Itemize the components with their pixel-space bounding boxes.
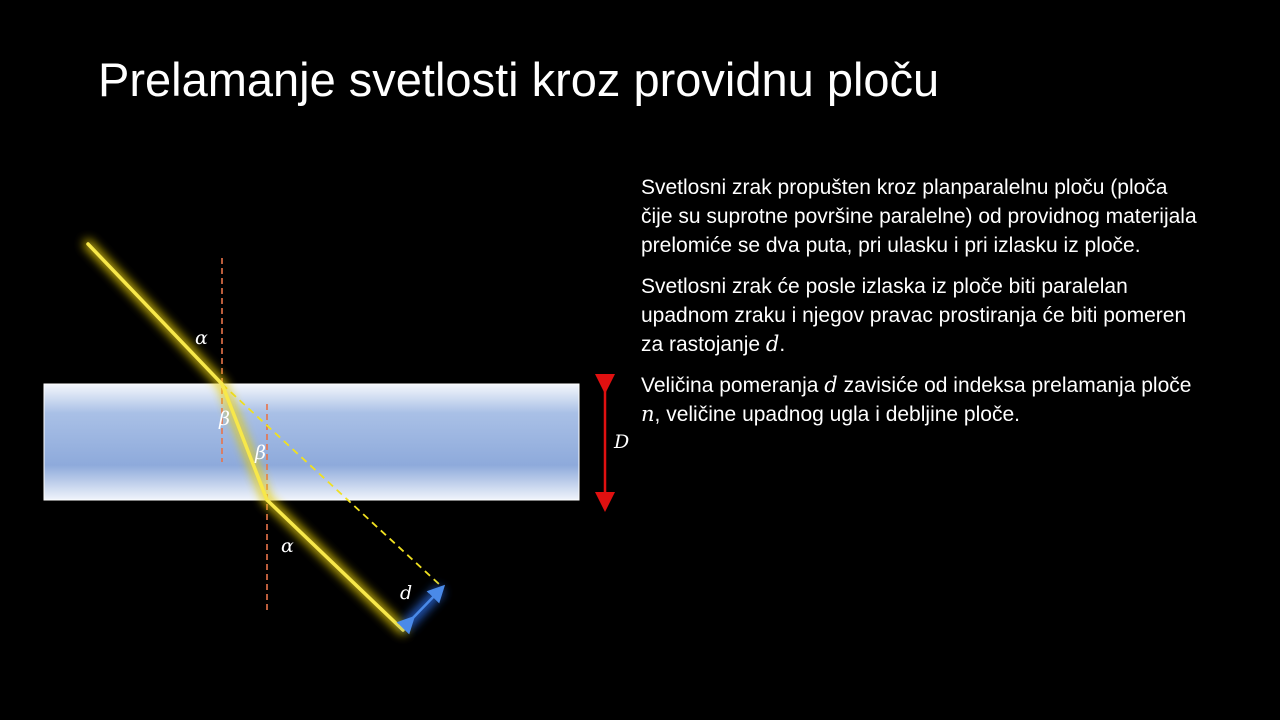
shift-arrow: [409, 591, 439, 622]
paragraph-3-text-a: Veličina pomeranja: [641, 374, 825, 397]
label-thickness-D: D: [614, 431, 630, 453]
var-d: d: [824, 373, 838, 397]
paragraph-1: Svetlosni zrak propušten kroz planparalelnu ploču (ploča čije su suprotne površine paralelne) od providnog materijala prelomiće se dva puta, pri ulasku i pri izlasku iz ploče.: [641, 176, 1197, 257]
paragraph-3-text-c: , veličine upadnog ugla i debljine ploče.: [654, 403, 1020, 426]
label-shift-d: d: [400, 582, 413, 604]
paragraph-3-text-b: zavisiće od indeksa prelamanja ploče: [837, 374, 1192, 397]
paragraph-2: [641, 272, 1201, 359]
explanation-text: [641, 173, 1201, 441]
label-beta-exit: β: [255, 442, 266, 464]
paragraph-2-end: .: [779, 333, 786, 356]
var-n: n: [641, 402, 655, 426]
label-alpha-exit: α: [281, 535, 294, 557]
glass-plate: [44, 384, 579, 500]
slide-title: Prelamanje svetlosti kroz providnu ploču: [98, 53, 940, 106]
var-d: d: [765, 332, 780, 356]
paragraph-3: [641, 371, 1201, 429]
paragraph-2-text: Svetlosni zrak će posle izlaska iz ploče biti paralelan upadnom zraku i njegov pravac prostiranja će biti pomeren za rastojanje: [641, 275, 1187, 356]
label-alpha-incident: α: [195, 327, 208, 349]
label-beta-entry: β: [219, 408, 230, 430]
